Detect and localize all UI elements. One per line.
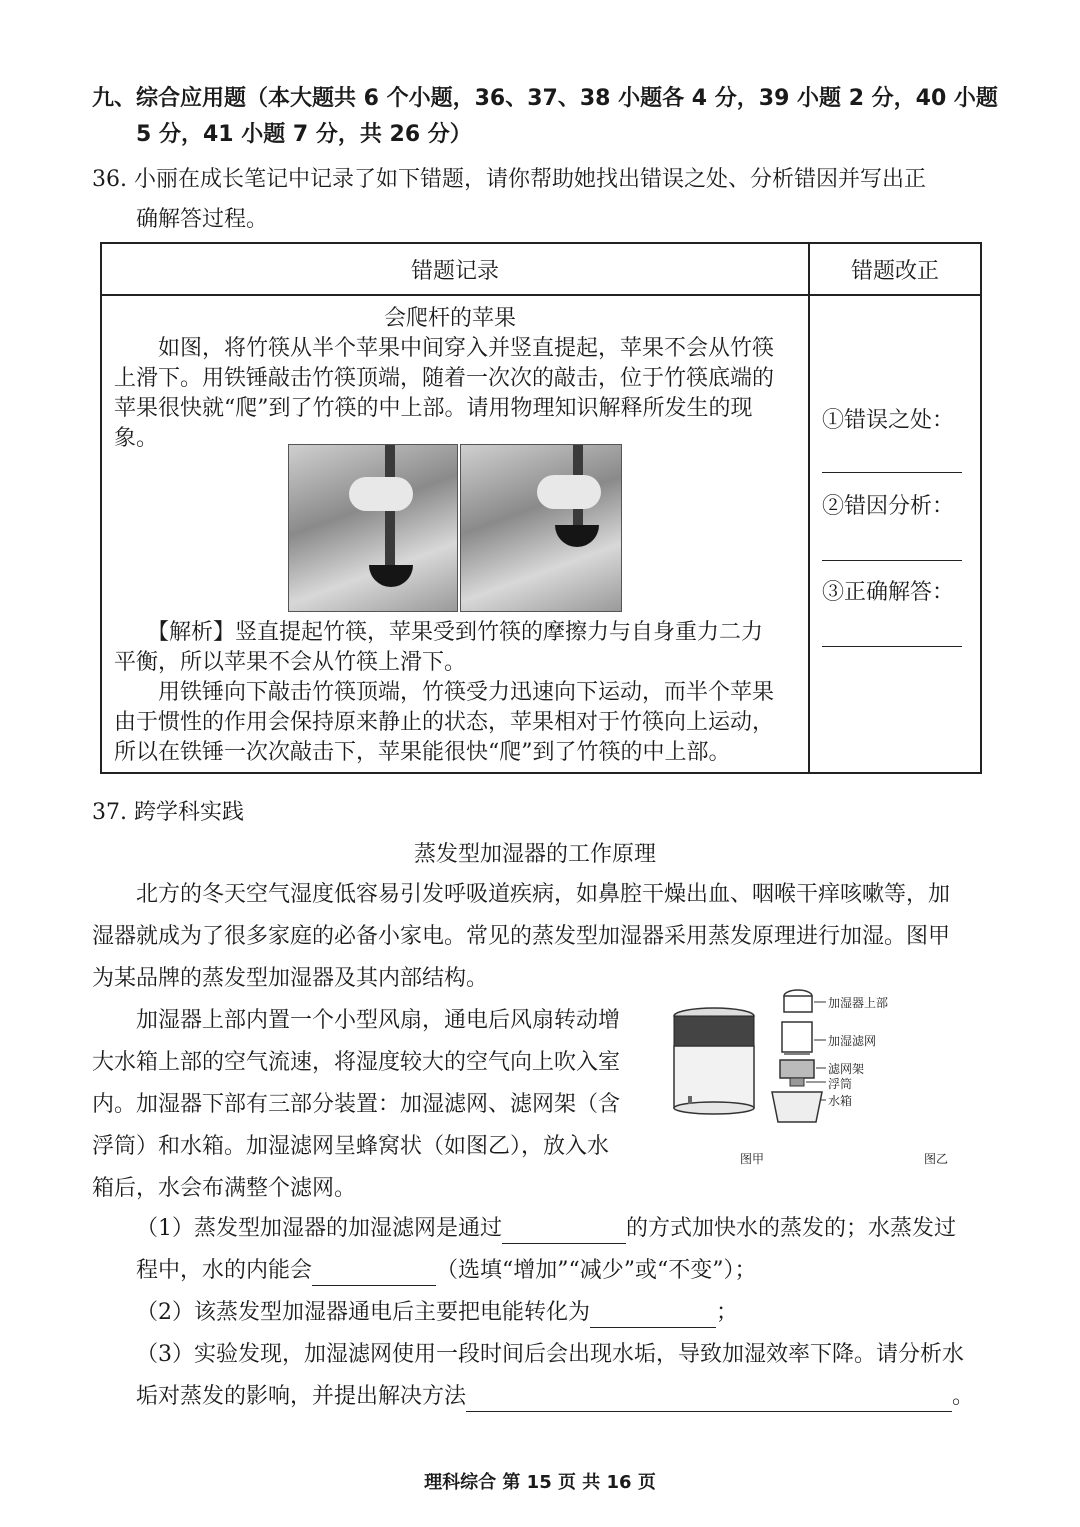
section-heading-line1: 九、综合应用题（本大题共 6 个小题，36、37、38 小题各 4 分，39 小题 2 分，40 小题 — [92, 86, 998, 111]
label-water-tank: 水箱 — [828, 1094, 853, 1108]
apple-shape — [555, 525, 599, 547]
apple-photo-after — [460, 444, 622, 612]
sub2-text-a: （2）该蒸发型加湿器通电后主要把电能转化为 — [136, 1300, 590, 1325]
analysis-line: 所以在铁锤一次次敲击下，苹果能很快“爬”到了竹筷的中上部。 — [114, 740, 731, 765]
sub1-text-d: （选填“增加”“减少”或“不变”）； — [436, 1258, 757, 1283]
para1-line: 为某品牌的蒸发型加湿器及其内部结构。 — [92, 966, 489, 991]
correction-item-correct-answer: ③正确解答： — [822, 580, 955, 605]
blank-4[interactable] — [466, 1387, 952, 1412]
hand-shape — [349, 477, 413, 511]
blank-2[interactable] — [312, 1261, 436, 1286]
para2-line: 箱后，水会布满整个滤网。 — [92, 1176, 357, 1201]
sub-question-3-line2 — [136, 1382, 974, 1412]
q36-stem-line2: 确解答过程。 — [136, 207, 269, 232]
article-title: 蒸发型加湿器的工作原理 — [414, 842, 657, 867]
sub1-text-b: 的方式加快水的蒸发的；水蒸发过 — [626, 1216, 957, 1241]
para2-line: 大水箱上部的空气流速，将湿度较大的空气向上吹入室 — [92, 1050, 621, 1075]
sub-question-1-line2 — [136, 1256, 757, 1286]
blank-1[interactable] — [502, 1219, 626, 1244]
record-body-line: 象。 — [114, 426, 159, 451]
label-upper: 加湿器上部 — [828, 996, 889, 1010]
para1-line: 北方的冬天空气湿度低容易引发呼吸道疾病，如鼻腔干燥出血、咽喉干痒咳嗽等，加 — [92, 882, 951, 907]
sub-question-2 — [136, 1298, 738, 1328]
q36-stem-line1: 36. 小丽在成长笔记中记录了如下错题，请你帮助她找出错误之处、分析错因并写出正 — [92, 167, 926, 192]
sub3-text-b: 垢对蒸发的影响，并提出解决方法 — [136, 1384, 467, 1409]
apple-photo-before — [288, 444, 458, 612]
analysis-line: 平衡，所以苹果不会从竹筷上滑下。 — [114, 650, 467, 675]
para2-line: 加湿器上部内置一个小型风扇，通电后风扇转动增 — [92, 1008, 621, 1033]
record-body-line: 如图，将竹筷从半个苹果中间穿入并竖直提起，苹果不会从竹筷 — [114, 336, 775, 361]
humidifier-figure — [668, 984, 998, 1174]
label-filter-frame: 滤网架 — [828, 1062, 865, 1076]
table-header-right: 错题改正 — [809, 243, 981, 295]
sub1-text-a: （1）蒸发型加湿器的加湿滤网是通过 — [136, 1216, 502, 1241]
correction-item-error-location: ①错误之处： — [822, 408, 955, 433]
label-float: 浮筒 — [828, 1077, 853, 1091]
para2-line: 内。加湿器下部有三部分装置：加湿滤网、滤网架（含 — [92, 1092, 621, 1117]
label-filter: 加湿滤网 — [828, 1034, 877, 1048]
sub1-text-c: 程中，水的内能会 — [136, 1258, 313, 1283]
hand-shape — [537, 475, 601, 509]
analysis-line: 由于惯性的作用会保持原来静止的状态，苹果相对于竹筷向上运动， — [114, 710, 775, 735]
analysis-line: 用铁锤向下敲击竹筷顶端，竹筷受力迅速向下运动，而半个苹果 — [114, 680, 775, 705]
answer-line-3[interactable] — [822, 646, 962, 647]
sub-question-3-line1: （3）实验发现，加湿滤网使用一段时间后会出现水垢，导致加湿效率下降。请分析水 — [136, 1342, 964, 1367]
table-header-left: 错题记录 — [101, 243, 809, 295]
para1-line: 湿器就成为了很多家庭的必备小家电。常见的蒸发型加湿器采用蒸发原理进行加湿。图甲 — [92, 924, 951, 949]
record-body-line: 苹果很快就“爬”到了竹筷的中上部。请用物理知识解释所发生的现 — [114, 396, 753, 421]
sub3-text-c: 。 — [952, 1384, 975, 1409]
answer-line-1[interactable] — [822, 472, 962, 473]
analysis-line: 【解析】竖直提起竹筷，苹果受到竹筷的摩擦力与自身重力二力 — [114, 620, 764, 645]
correction-cell — [809, 295, 981, 773]
sub2-text-b: ； — [716, 1300, 739, 1325]
caption-figure-b: 图乙 — [924, 1152, 949, 1166]
para2-line: 浮筒）和水箱。加湿滤网呈蜂窝状（如图乙），放入水 — [92, 1134, 610, 1159]
blank-3[interactable] — [590, 1303, 716, 1328]
apple-shape — [369, 565, 413, 587]
answer-line-2[interactable] — [822, 560, 962, 561]
caption-figure-a: 图甲 — [740, 1152, 765, 1166]
q37-heading: 37. 跨学科实践 — [92, 800, 244, 825]
record-body-line: 上滑下。用铁锤敲击竹筷顶端，随着一次次的敲击，位于竹筷底端的 — [114, 366, 775, 391]
correction-item-error-cause: ②错因分析： — [822, 494, 955, 519]
record-title: 会爬杆的苹果 — [384, 306, 517, 331]
section-heading-line2: 5 分，41 小题 7 分，共 26 分） — [136, 122, 472, 147]
page-footer: 理科综合 第 15 页 共 16 页 — [424, 1472, 656, 1493]
sub-question-1-line1 — [136, 1214, 956, 1244]
